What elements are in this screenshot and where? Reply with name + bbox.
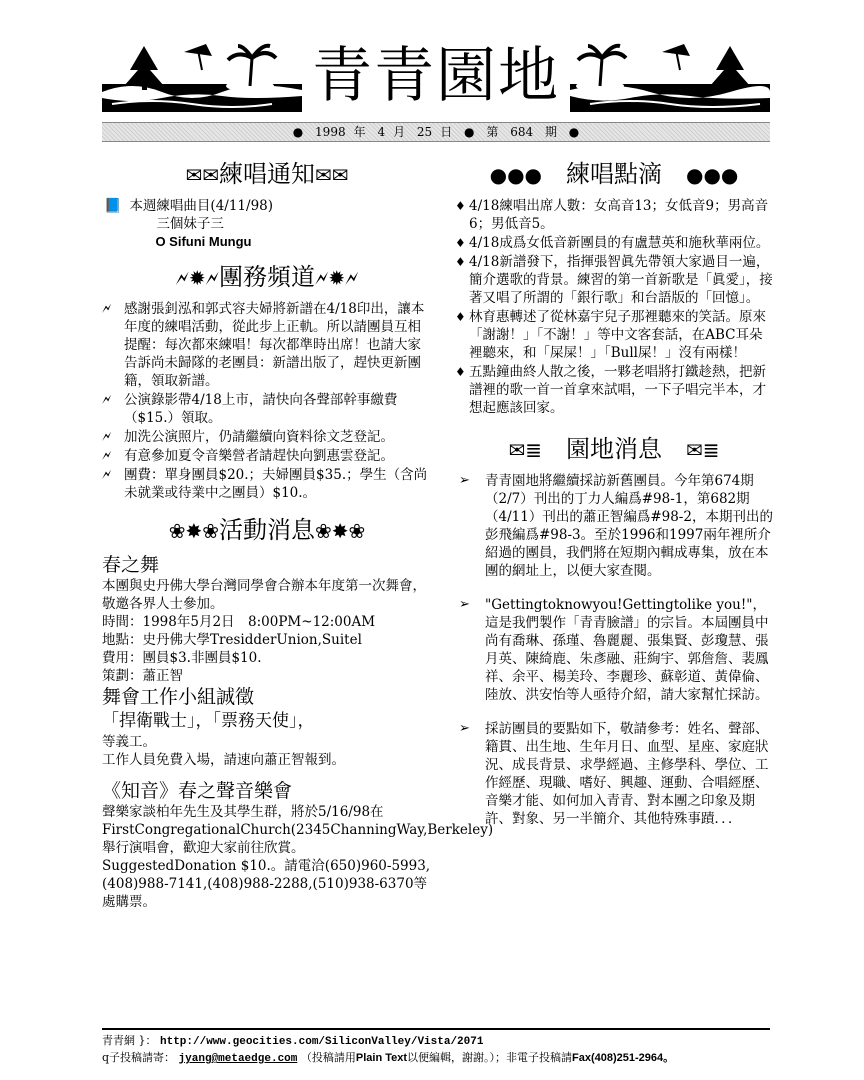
flower-icon: ❀✸❀ [315, 519, 366, 543]
lightning-icon: 🗲 [102, 467, 112, 483]
issue-unit: 期 [544, 125, 557, 139]
lightning-icon: 🗲 [102, 301, 112, 317]
recruit-note: 工作人員免費入場，請速向蕭正智報到。 [102, 752, 345, 768]
item-text: 公演錄影帶4/18上市，請快向各聲部幹事繳費（$15.）領取。 [124, 392, 398, 426]
item-text: 4/18新譜發下，指揮張智眞先帶領大家過目一遍，簡介選歌的背景。練習的第一首新歌是「眞愛」，接著又唱了所謂的「銀行歌」和台語版的「回憶」。 [469, 254, 773, 306]
dance-description: 本團與史丹佛大學台灣同學會合辦本年度第一次舞會，敬邀各界人士參加。 [102, 578, 426, 612]
list-item [455, 720, 773, 828]
drop-icon: ♦ [455, 199, 466, 213]
item-text: "Gettingtoknowyou!Gettingtolike you!"，這是我們製作「青青臉譜」的宗旨。本屆團員中尚有喬琳、孫瑾、魯麗麗、張集賢、彭瓊慧、張月英、陳綺鹿、朱彥融、莊絢宇、郭詹詹、裴鳳祥、余平、楊美玲、李麗珍、蘇彰道、黃偉倫、陸放、洪安怡等人亟待介紹，請大家幫忙採訪。 [485, 597, 769, 703]
practice-notes-heading [455, 158, 773, 191]
web-label: 青青網 }： [102, 1034, 157, 1047]
group-affairs-list [102, 300, 432, 502]
lightning-icon: 🗲 [102, 392, 112, 408]
fax-number: Fax(408)251-2964。 [572, 1052, 675, 1064]
dance-fee: 費用：團員$3.非團員$10. [102, 650, 262, 666]
arrow-icon: ➢ [459, 597, 470, 612]
mailbox-icon: ✉≣ [508, 438, 542, 462]
issue-dateline [102, 122, 770, 142]
list-item [102, 300, 432, 390]
item-text: 感謝張釗泓和郭式容夫婦將新譜在4/18印出，讓本年度的練唱活動，從此步上正軌。所以請團員互相提醒：每次都來練唱！每次都準時出席！也請大家告訴尚未歸隊的老團員：新譜出版了，趕快更新團籍，領取新譜。 [124, 301, 425, 389]
plain-text-note: Plain Text [355, 1052, 408, 1064]
issue-year: 1998 [315, 125, 346, 139]
song-item: O Sifuni Mungu [155, 234, 252, 249]
arrow-icon: ➢ [459, 721, 470, 736]
arrow-icon: ➢ [459, 473, 470, 488]
heading-text: 團務頻道 [219, 263, 315, 291]
masthead [102, 40, 770, 112]
island-scene-right-icon [570, 40, 770, 112]
song-item: 三個妹子三 [156, 216, 224, 232]
bullet: ● [292, 125, 304, 139]
footer [102, 1028, 770, 1067]
website-link[interactable]: http://www.geocities.com/SiliconValley/Vista/2071 [160, 1036, 484, 1048]
dance-title: 春之舞 [102, 554, 160, 576]
heading-text: 活動消息 [219, 516, 315, 544]
item-text: 4/18成爲女低音新團員的有盧慧英和施秋華兩位。 [469, 235, 770, 251]
lightning-icon: 🗲 [102, 448, 112, 464]
list-item [102, 428, 432, 446]
drop-icon: ♦ [455, 310, 466, 324]
submit-note: 以便編輯，謝謝。）；非電子投稿請 [407, 1051, 573, 1064]
item-text: 青青園地將繼續採訪新舊團員。今年第674期（2/7）刊出的丁力人編爲#98-1，第682期（4/11）刊出的蕭正智編爲#98-2，本期刊出的彭飛編爲#98-3。至於1996和1997兩年裡所介紹過的團員，我們將在短期內輯成專集，放在本團的網址上，以便大家查閱。 [485, 473, 773, 579]
list-item [102, 466, 432, 502]
right-column [455, 152, 773, 844]
item-text: 採訪團員的要點如下，敬請參考：姓名、聲部、籍貫、出生地、生年月日、血型、星座、家庭狀況、成長背景、求學經過、主修學科、學位、工作經歷、現職、嗜好、興趣、運動、合唱經歷、音樂才能、如何加入青青、對本團之印象及期許、對象、另一半簡介、其他特殊事蹟．．． [485, 721, 769, 827]
practice-notes-list [455, 197, 773, 417]
list-item [455, 234, 773, 252]
dance-time: 時間：1998年5月2日 8:00PM~12:00AM [102, 614, 376, 630]
island-scene-left-icon [102, 40, 302, 112]
item-text: 4/18練唱出席人數：女高音13；女低音9；男高音6；男低音5。 [469, 198, 769, 232]
lightning-icon: 🗲 [102, 429, 112, 445]
drop-icon: ♦ [455, 236, 466, 250]
envelope-icon: ✉✉ [185, 163, 219, 187]
song-list-title: 本週練唱曲目(4/11/98) [129, 198, 274, 214]
footer-submit-line [102, 1050, 770, 1067]
newsletter-title: 青青園地 [312, 41, 560, 111]
heading-text: 園地消息 [566, 435, 662, 463]
book-icon: 📘 [104, 198, 122, 214]
garden-news-heading [455, 433, 773, 466]
heading-text: 練唱通知 [219, 160, 315, 188]
list-item [455, 363, 773, 417]
submit-note: （投稿請用 [300, 1051, 356, 1064]
recruit-roles: 「捍衛戰士」，「票務天使」， [102, 711, 315, 731]
issue-prefix: 第 [486, 125, 499, 139]
mailbox-icon: ✉≣ [686, 438, 720, 462]
item-text: 團費：單身團員$20.；夫婦團員$35.；學生（含尚未就業或待業中之團員）$10.。 [124, 467, 428, 501]
left-column [102, 152, 494, 911]
email-link[interactable]: jyang@metaedge.com [178, 1053, 298, 1065]
bullet: ● [464, 125, 475, 139]
item-text: 有意參加夏令音樂營者請趕快向劉惠雲登記。 [124, 448, 394, 464]
list-item [455, 253, 773, 307]
list-item [455, 596, 773, 704]
bullet: ● [568, 125, 580, 139]
drops-icon: ●●● [489, 163, 542, 187]
heading-text: 練唱點滴 [566, 160, 662, 188]
item-text: 林育惠轉述了從林嘉宇兒子那裡聽來的笑話。原來「謝謝！」「不謝！」等中文客套話，在ABC耳朵裡聽來，和「屎屎！」「Bull屎！」沒有兩樣！ [469, 309, 766, 361]
recruit-title: 舞會工作小組誠徵 [102, 686, 255, 708]
concert-description: 聲樂家談柏年先生及其學生群，將於5/16/98在FirstCongregationalChurch(2345ChanningWay,Berkeley)舉行演唱會，歡迎大家前往欣賞。SuggestedDonation $10.。請電洽(650)960-5993,(408)988-7141,(408)988-2288,(510)938-6370等處購票。 [102, 804, 494, 910]
group-affairs-heading [102, 261, 432, 294]
song-list [104, 197, 432, 251]
concert-title: 《知音》春之聲音樂會 [102, 780, 293, 802]
submit-label: q子投稿請寄： [102, 1051, 176, 1064]
drop-icon: ♦ [455, 365, 466, 379]
recruit-line: 等義工。 [102, 734, 156, 750]
dance-place: 地點：史丹佛大學TresidderUnion,Suitel [102, 632, 362, 648]
list-item [455, 197, 773, 233]
list-item [102, 391, 432, 427]
issue-number: 684 [510, 125, 534, 139]
practice-notice-heading [102, 158, 432, 191]
envelope-icon: ✉✉ [315, 163, 349, 187]
issue-month: 4 [377, 125, 386, 139]
lightning-icon: 🗲✹🗲 [315, 266, 359, 290]
item-text: 五點鐘曲終人散之後，一夥老唱將打鐵趁熱，把新譜裡的歌一首一首拿來試唱，一下子唱完半本，才想起應該回家。 [469, 364, 766, 416]
month-unit: 月 [393, 125, 406, 139]
day-unit: 日 [440, 125, 453, 139]
list-item [102, 447, 432, 465]
activities-heading [102, 514, 432, 547]
lightning-icon: 🗲✹🗲 [175, 266, 219, 290]
drop-icon: ♦ [455, 255, 466, 269]
issue-day: 25 [416, 125, 433, 139]
flower-icon: ❀✸❀ [168, 519, 219, 543]
garden-news-list [455, 472, 773, 828]
list-item [455, 308, 773, 362]
dance-planner: 策劃：蕭正智 [102, 668, 183, 684]
drops-icon: ●●● [686, 163, 739, 187]
year-unit: 年 [353, 125, 366, 139]
item-text: 加洗公演照片，仍請繼續向資料徐文芝登記。 [124, 429, 394, 445]
footer-web-line [102, 1033, 770, 1050]
list-item [455, 472, 773, 580]
